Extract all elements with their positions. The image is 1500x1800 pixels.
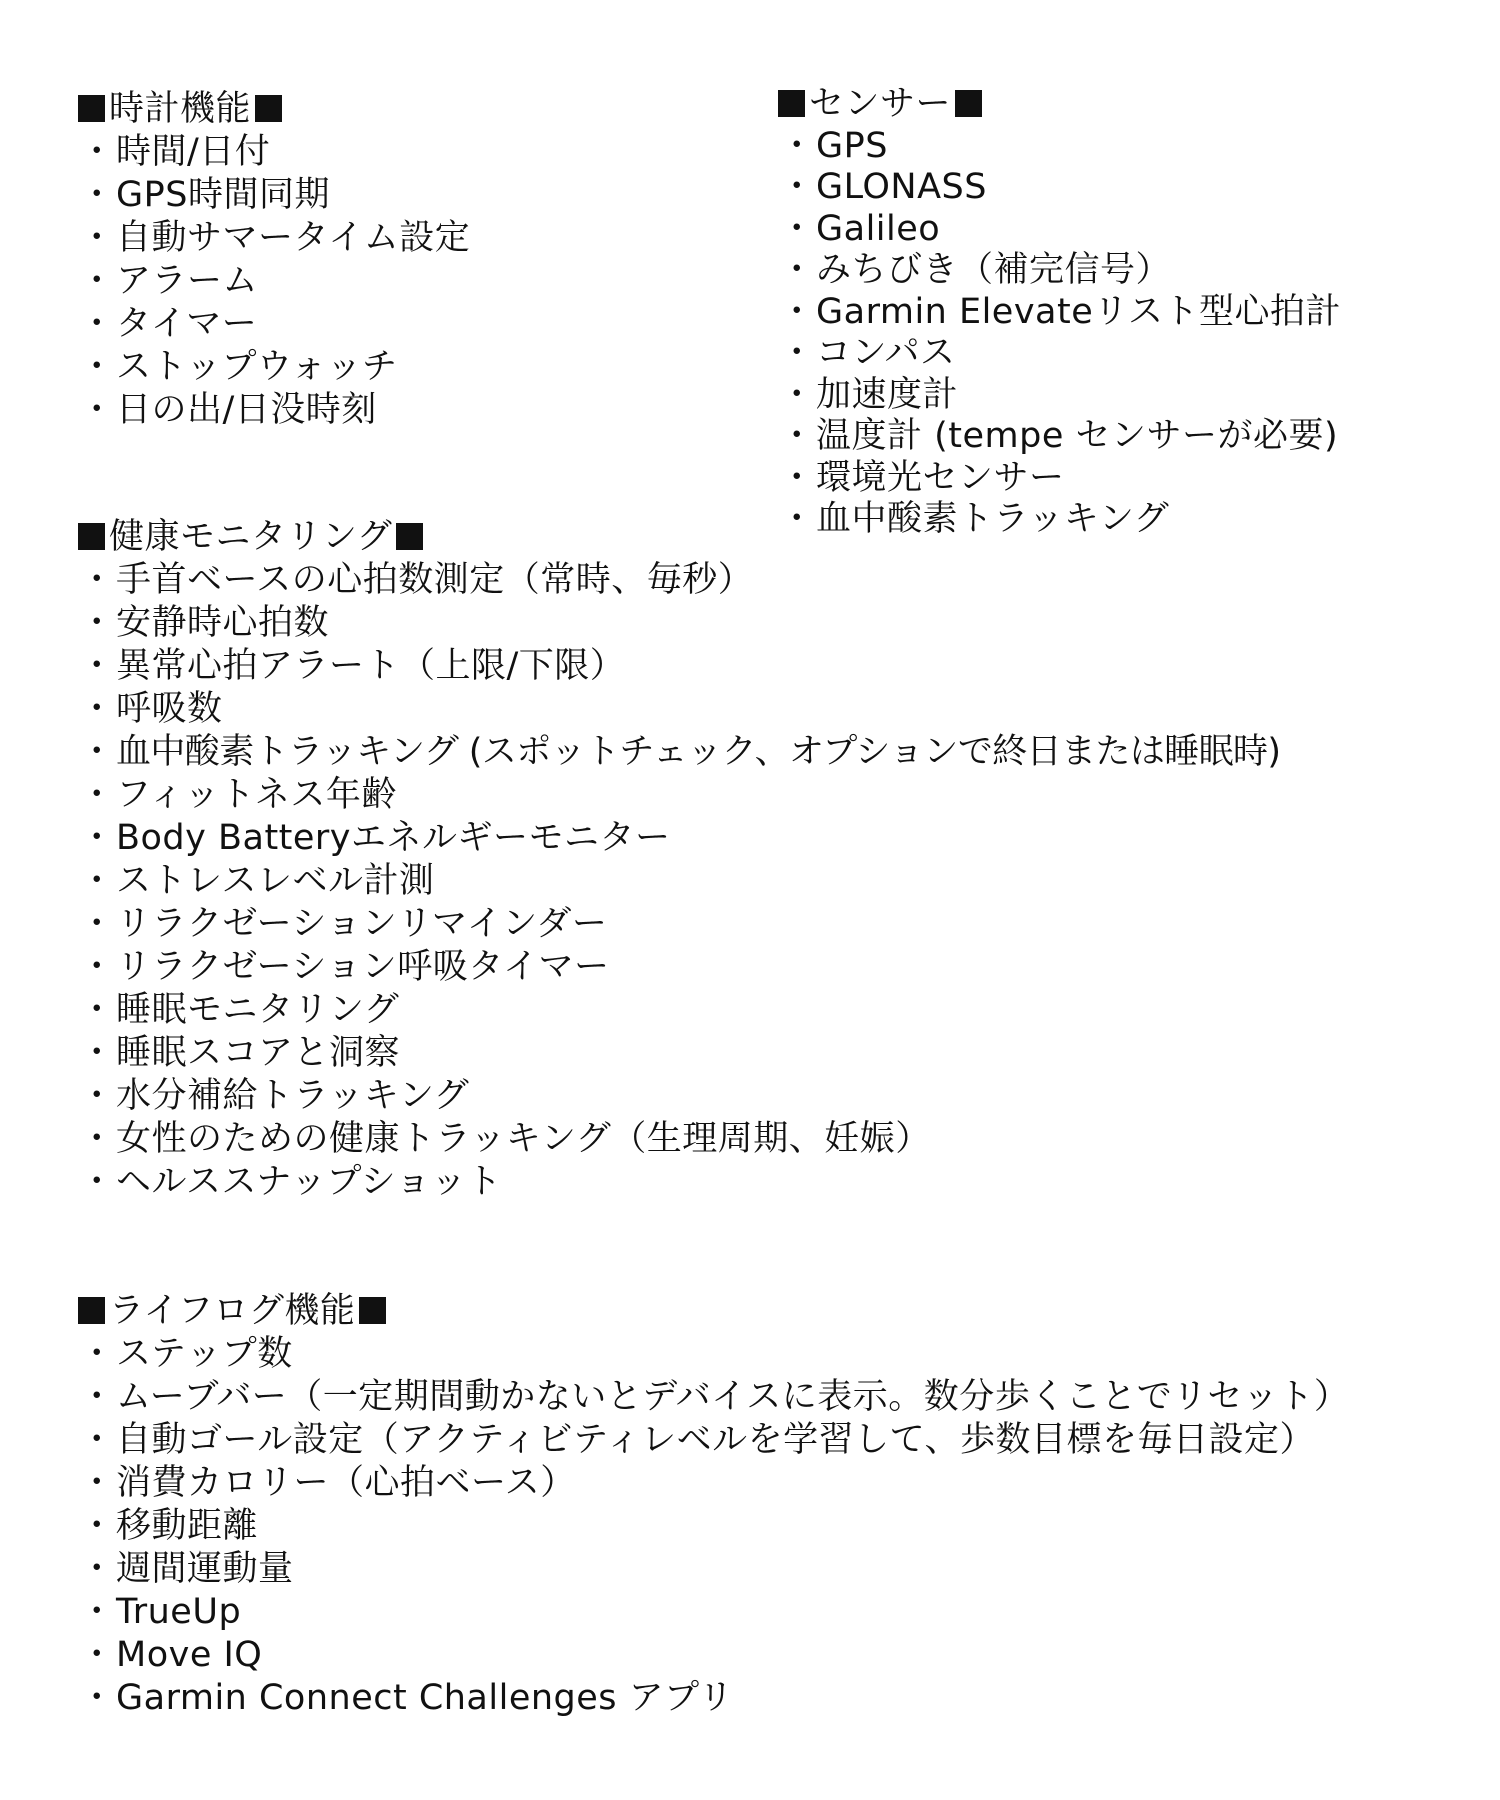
bullet-icon: ・ xyxy=(79,1635,115,1675)
list-item: ・環境光センサー xyxy=(779,457,1065,498)
list-item: ・ストレスレベル計測 xyxy=(79,861,435,901)
list-item: ・安静時心拍数 xyxy=(79,603,330,643)
list-item: ・異常心拍アラート（上限/下限） xyxy=(79,646,626,686)
bullet-icon: ・ xyxy=(79,947,115,987)
bullet-icon: ・ xyxy=(79,1549,115,1589)
lifelog-features-title: ライフログ機能 xyxy=(109,1291,356,1331)
list-item: ・睡眠スコアと洞察 xyxy=(79,1033,401,1073)
bullet-icon: ・ xyxy=(79,1420,115,1460)
list-item: ・ヘルススナップショット xyxy=(79,1162,502,1202)
bullet-icon: ・ xyxy=(779,250,815,290)
bullet-icon: ・ xyxy=(79,732,115,772)
bullet-icon: ・ xyxy=(779,167,815,207)
bullet-icon: ・ xyxy=(79,390,115,430)
list-item: ・GPS時間同期 xyxy=(79,175,330,215)
bullet-icon: ・ xyxy=(79,1334,115,1374)
bullet-icon: ・ xyxy=(79,689,115,729)
bullet-icon: ・ xyxy=(79,1377,115,1417)
bullet-icon: ・ xyxy=(79,775,115,815)
list-item: ・アラーム xyxy=(79,261,259,301)
bullet-icon: ・ xyxy=(79,818,115,858)
bullet-icon: ・ xyxy=(79,904,115,944)
list-item: ・リラクゼーション呼吸タイマー xyxy=(79,947,610,987)
bullet-icon: ・ xyxy=(79,603,115,643)
list-item: ・Body Batteryエネルギーモニター xyxy=(79,818,671,858)
bullet-icon: ・ xyxy=(79,175,115,215)
bullet-icon: ・ xyxy=(779,374,815,415)
list-item: ・自動ゴール設定（アクティビティレベルを学習して、歩数目標を毎日設定） xyxy=(79,1420,1315,1460)
bullet-icon: ・ xyxy=(779,333,815,373)
clock-features-heading xyxy=(78,88,470,131)
square-marker-icon xyxy=(78,1297,105,1324)
sensor-section xyxy=(778,84,1341,541)
bullet-icon: ・ xyxy=(79,1033,115,1073)
bullet-icon: ・ xyxy=(79,646,115,686)
bullet-icon: ・ xyxy=(79,1162,115,1202)
list-item: ・温度計 (tempe センサーが必要) xyxy=(779,416,1339,456)
list-item: ・TrueUp xyxy=(79,1592,242,1632)
list-item: ・ムーブバー（一定期間動かないとデバイスに表示。数分歩くことでリセット） xyxy=(79,1377,1350,1417)
list-item: ・自動サマータイム設定 xyxy=(79,218,471,258)
list-item: ・移動距離 xyxy=(79,1506,259,1546)
bullet-icon: ・ xyxy=(79,560,115,600)
square-marker-icon xyxy=(359,1297,386,1324)
health-monitoring-section xyxy=(78,516,1281,1204)
square-marker-icon xyxy=(78,95,105,122)
bullet-icon: ・ xyxy=(79,1678,115,1718)
bullet-icon: ・ xyxy=(779,291,815,332)
bullet-icon: ・ xyxy=(79,218,115,258)
bullet-icon: ・ xyxy=(79,990,115,1030)
bullet-icon: ・ xyxy=(79,132,115,172)
health-monitoring-heading xyxy=(78,516,1281,559)
list-item: ・Garmin Connect Challenges アプリ xyxy=(79,1678,734,1718)
list-item: ・時間/日付 xyxy=(79,132,271,172)
bullet-icon: ・ xyxy=(79,261,115,301)
list-item: ・コンパス xyxy=(779,333,956,373)
list-item: ・血中酸素トラッキング (スポットチェック、オプションで終日または睡眠時) xyxy=(79,732,1281,772)
lifelog-features-heading xyxy=(78,1290,1349,1333)
list-item: ・血中酸素トラッキング xyxy=(779,499,1170,539)
list-item: ・タイマー xyxy=(79,304,258,344)
bullet-icon: ・ xyxy=(779,125,815,166)
lifelog-features-section xyxy=(78,1290,1349,1720)
bullet-icon: ・ xyxy=(779,208,815,249)
list-item: ・手首ベースの心拍数測定（常時、毎秒） xyxy=(79,560,754,600)
list-item: ・加速度計 xyxy=(779,374,959,415)
square-marker-icon xyxy=(396,523,423,550)
list-item: ・GLONASS xyxy=(779,167,987,207)
clock-features-section xyxy=(78,88,470,432)
bullet-icon: ・ xyxy=(779,416,815,456)
list-item: ・Garmin Elevateリスト型心拍計 xyxy=(779,291,1342,332)
list-item: ・フィットネス年齢 xyxy=(79,775,397,815)
bullet-icon: ・ xyxy=(779,457,815,498)
list-item: ・日の出/日没時刻 xyxy=(79,390,377,430)
square-marker-icon xyxy=(955,90,982,117)
list-item: ・ステップ数 xyxy=(79,1334,293,1374)
list-item: ・呼吸数 xyxy=(79,689,223,729)
list-item: ・水分補給トラッキング xyxy=(79,1076,470,1116)
list-item: ・女性のための健康トラッキング（生理周期、妊娠） xyxy=(79,1119,931,1159)
bullet-icon: ・ xyxy=(79,1463,115,1503)
square-marker-icon xyxy=(78,523,105,550)
bullet-icon: ・ xyxy=(79,1592,115,1632)
list-item: ・GPS xyxy=(779,125,888,166)
bullet-icon: ・ xyxy=(79,347,115,387)
square-marker-icon xyxy=(778,90,805,117)
clock-features-title: 時計機能 xyxy=(109,89,252,129)
bullet-icon: ・ xyxy=(79,1076,115,1116)
bullet-icon: ・ xyxy=(79,1119,115,1159)
square-marker-icon xyxy=(255,95,282,122)
list-item: ・Galileo xyxy=(779,208,941,249)
health-monitoring-title: 健康モニタリング xyxy=(109,517,393,557)
bullet-icon: ・ xyxy=(79,861,115,901)
sensor-title: センサー xyxy=(809,84,952,124)
list-item: ・みちびき（補完信号） xyxy=(779,250,1172,290)
list-item: ・リラクゼーションリマインダー xyxy=(79,904,608,944)
list-item: ・ストップウォッチ xyxy=(79,347,398,387)
sensor-heading xyxy=(778,84,1341,126)
bullet-icon: ・ xyxy=(779,499,815,539)
list-item: ・睡眠モニタリング xyxy=(79,990,400,1030)
list-item: ・週間運動量 xyxy=(79,1549,294,1589)
list-item: ・Move IQ xyxy=(79,1635,263,1675)
list-item: ・消費カロリー（心拍ベース） xyxy=(79,1463,576,1503)
bullet-icon: ・ xyxy=(79,1506,115,1546)
bullet-icon: ・ xyxy=(79,304,115,344)
